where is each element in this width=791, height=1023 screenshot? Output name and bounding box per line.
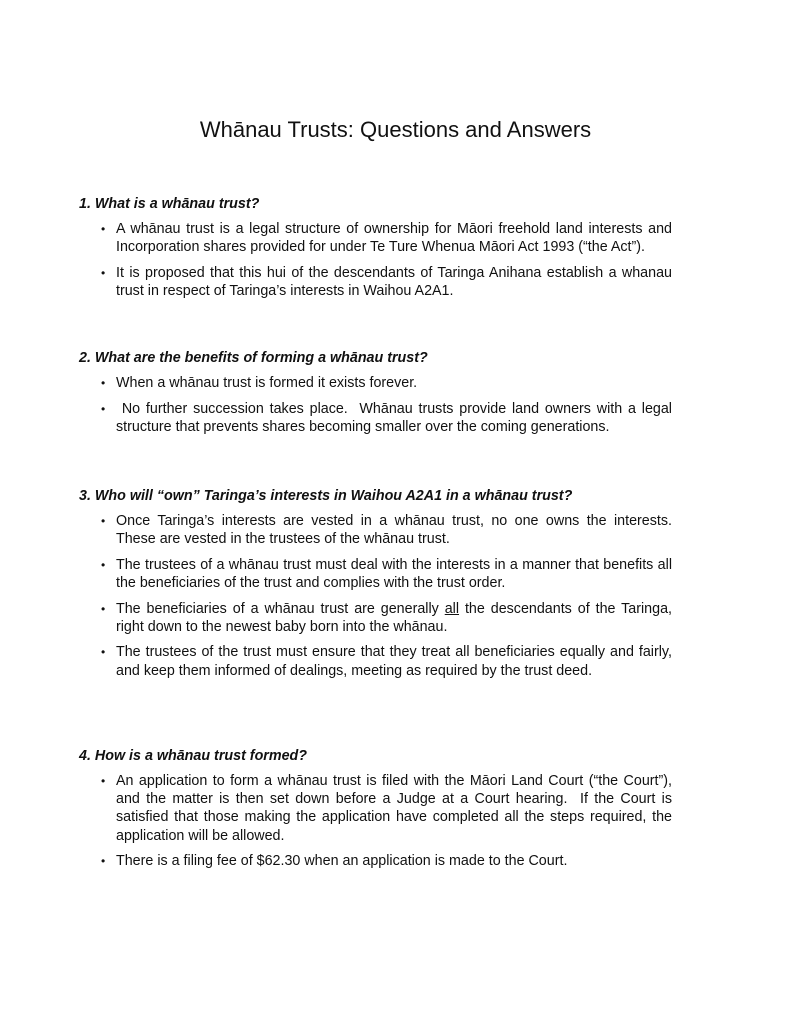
section-heading: 2. What are the benefits of forming a whānau trust? xyxy=(79,350,428,366)
bullet-icon: • xyxy=(101,774,106,788)
document-title: Whānau Trusts: Questions and Answers xyxy=(199,117,592,142)
section-heading: 1. What is a whānau trust? xyxy=(79,196,260,212)
list-item-text: When a whānau trust is formed it exists forever. xyxy=(116,375,418,391)
list-item-text: The trustees of a whānau trust must deal with the interests in a manner that benefits all the beneficiaries of the trust and complies with the trust order. xyxy=(116,556,672,591)
section-2 xyxy=(79,349,679,443)
bullet-icon: • xyxy=(101,854,106,869)
list-item-text-start: The beneficiaries of a whānau trust are generally xyxy=(116,600,445,617)
list-item xyxy=(79,556,672,592)
list-item-text xyxy=(116,601,672,635)
list-item xyxy=(79,852,672,870)
list-item-text: A whānau trust is a legal structure of ownership for Māori freehold land interests and Incorporation shares provided for under Te Ture Whenua Māori Act 1993 (“the Act”). xyxy=(116,221,672,256)
section-1 xyxy=(79,195,679,308)
list-item xyxy=(79,643,672,679)
list-item xyxy=(79,374,672,392)
bullet-icon: • xyxy=(101,265,106,280)
list-item-text: No further succession takes place. Whānau trusts provide land owners with a legal structure that prevents shares becoming smaller over the coming generations. xyxy=(116,400,676,435)
bullet-list xyxy=(79,220,679,300)
list-item xyxy=(79,600,672,636)
list-item-text: There is a filing fee of $62.30 when an application is made to the Court. xyxy=(116,853,568,870)
list-item xyxy=(79,220,672,256)
list-item-text-end: the descendants of the Taringa, right down to the newest baby born into the whānau. xyxy=(116,600,672,635)
bullet-icon: • xyxy=(101,601,106,616)
list-item-text: Once Taringa’s interests are vested in a whānau trust, no one owns the interests. These are vested in the trustees of the whānau trust. xyxy=(116,513,680,548)
bullet-icon: • xyxy=(101,401,106,416)
emphasized-word: all xyxy=(444,600,460,617)
section-4 xyxy=(79,747,679,878)
list-item-text: It is proposed that this hui of the descendants of Taringa Anihana establish a whanau trust in respect of Taringa’s interests in Waihou A2A1. xyxy=(116,264,672,299)
bullet-list xyxy=(79,512,679,680)
list-item xyxy=(79,512,680,548)
bullet-icon: • xyxy=(101,557,106,572)
section-heading: 3. Who will “own” Taringa’s interests in Waihou A2A1 in a whānau trust? xyxy=(79,488,573,504)
bullet-icon: • xyxy=(101,645,106,660)
section-3 xyxy=(79,487,679,687)
bullet-icon: • xyxy=(101,376,106,390)
list-item xyxy=(79,264,672,300)
list-item xyxy=(79,772,676,845)
section-heading: 4. How is a whānau trust formed? xyxy=(79,748,307,764)
list-item-text: The trustees of the trust must ensure that they treat all beneficiaries equally and fairly, and keep them informed of dealings, meeting as required by the trust deed. xyxy=(116,644,672,679)
bullet-list xyxy=(79,374,679,436)
bullet-list xyxy=(79,772,679,870)
bullet-icon: • xyxy=(101,514,106,528)
list-item xyxy=(79,400,676,436)
bullet-icon: • xyxy=(101,222,106,236)
list-item-text: An application to form a whānau trust is filed with the Māori Land Court (“the Court”), and the matter is then set down before a Judge at a Court hearing. If the Court is satisfied that those making the application have completed all the steps required, the application will be allowed. xyxy=(116,773,676,844)
